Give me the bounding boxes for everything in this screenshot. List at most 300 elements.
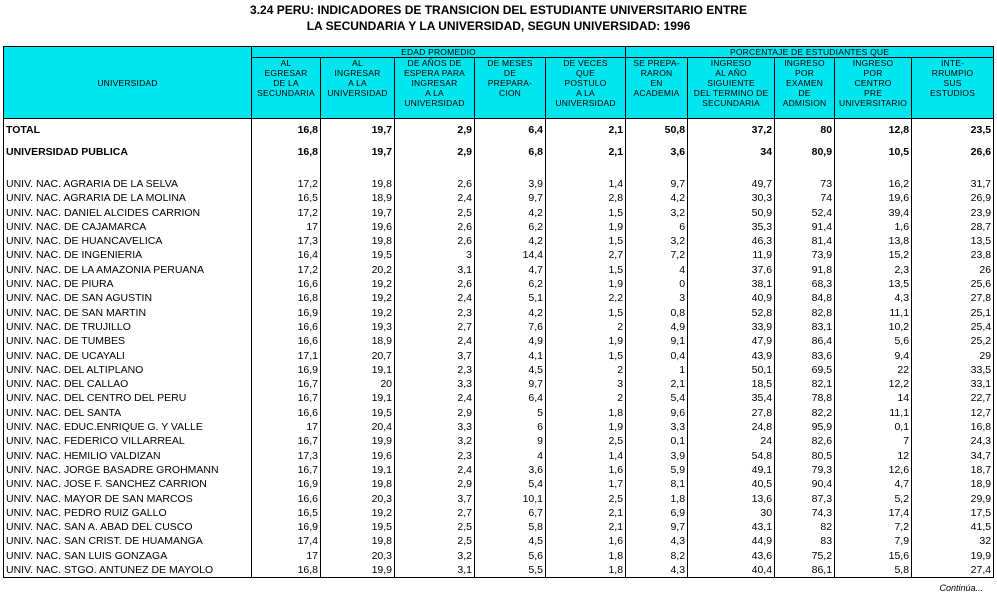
table-row	[4, 449, 994, 463]
column-header-line: CION	[498, 88, 522, 98]
table-cell: 19,9	[321, 434, 395, 448]
table-cell: 4,7	[475, 263, 546, 277]
table-cell: 1,5	[546, 263, 626, 277]
table-cell: 7	[835, 434, 912, 448]
table-cell: 82,6	[775, 434, 835, 448]
column-header-line: UNIVERSIDAD	[327, 88, 388, 98]
table-cell: 2,6	[395, 234, 475, 248]
empty-cell	[626, 163, 688, 177]
table-cell: 20,3	[321, 549, 395, 563]
university-name: UNIV. NAC. DE SAN AGUSTIN	[4, 291, 252, 305]
table-cell: 81,4	[775, 234, 835, 248]
university-name: UNIV. NAC. DE HUANCAVELICA	[4, 234, 252, 248]
table-cell: 5,2	[835, 492, 912, 506]
empty-cell	[688, 163, 775, 177]
table-cell: 52,4	[775, 206, 835, 220]
table-cell: 6,8	[475, 141, 546, 163]
table-row	[4, 377, 994, 391]
table-cell: 13,8	[835, 234, 912, 248]
table-row	[4, 563, 994, 578]
column-header-line: POR	[863, 68, 883, 78]
table-cell: 1,6	[835, 220, 912, 234]
university-name: UNIV. NAC. DE CAJAMARCA	[4, 220, 252, 234]
table-row	[4, 492, 994, 506]
column-header-line: POSTULO	[564, 78, 607, 88]
table-cell: 4,3	[626, 563, 688, 578]
column-header-line: DE VECES	[563, 58, 608, 68]
table-cell: 17,2	[252, 263, 321, 277]
table-cell: 5,6	[835, 334, 912, 348]
table-cell: 2,9	[395, 141, 475, 163]
table-cell: 2,6	[395, 277, 475, 291]
table-cell: 1,6	[546, 534, 626, 548]
table-cell: 19,6	[835, 191, 912, 205]
table-cell: 3,1	[395, 263, 475, 277]
table-cell: 17,1	[252, 349, 321, 363]
table-cell: 2,1	[626, 377, 688, 391]
column-header-line: CENTRO	[854, 78, 892, 88]
table-row	[4, 534, 994, 548]
university-name: UNIV. NAC. DE TRUJILLO	[4, 320, 252, 334]
table-cell: 26,9	[912, 191, 994, 205]
table-cell: 1,5	[546, 306, 626, 320]
column-header	[912, 58, 994, 119]
table-cell: 9	[475, 434, 546, 448]
university-name: UNIV. NAC. PEDRO RUIZ GALLO	[4, 506, 252, 520]
table-cell: 12,8	[835, 119, 912, 142]
table-cell: 8,2	[626, 549, 688, 563]
table-cell: 73,9	[775, 248, 835, 262]
table-cell: 75,2	[775, 549, 835, 563]
table-cell: 2,3	[395, 363, 475, 377]
table-row	[4, 263, 994, 277]
column-header-line: DE MESES	[487, 58, 533, 68]
table-cell: 1,4	[546, 177, 626, 191]
table-cell: 68,3	[775, 277, 835, 291]
table-cell: 0	[626, 277, 688, 291]
table-cell: 16,6	[252, 320, 321, 334]
table-cell: 82,1	[775, 377, 835, 391]
table-cell: 19,5	[321, 406, 395, 420]
table-cell: 17,4	[835, 506, 912, 520]
university-name: UNIV. NAC. SAN CRIST. DE HUAMANGA	[4, 534, 252, 548]
table-cell: 34,7	[912, 449, 994, 463]
table-cell: 74	[775, 191, 835, 205]
table-cell: 2,4	[395, 463, 475, 477]
university-name: TOTAL	[4, 119, 252, 142]
column-header-line: UNIVERSIDAD	[555, 98, 616, 108]
table-cell: 16,5	[252, 506, 321, 520]
table-cell: 1,9	[546, 277, 626, 291]
column-header-line: ADMISION	[782, 98, 827, 108]
university-name: UNIV. NAC. DANIEL ALCIDES CARRION	[4, 206, 252, 220]
table-cell: 5,5	[475, 563, 546, 578]
table-cell: 1,6	[546, 463, 626, 477]
table-row	[4, 391, 994, 405]
table-cell: 91,4	[775, 220, 835, 234]
table-cell: 78,8	[775, 391, 835, 405]
column-header-line: DE AÑOS DE	[407, 58, 462, 68]
table-cell: 69,5	[775, 363, 835, 377]
table-row	[4, 477, 994, 491]
table-row	[4, 191, 994, 205]
table-cell: 83,1	[775, 320, 835, 334]
table-cell: 4	[475, 449, 546, 463]
table-cell: 2,6	[395, 220, 475, 234]
table-cell: 2,5	[546, 492, 626, 506]
table-cell: 44,9	[688, 534, 775, 548]
table-cell: 7,2	[835, 520, 912, 534]
table-cell: 16,6	[252, 492, 321, 506]
table-cell: 82,2	[775, 406, 835, 420]
table-cell: 19,1	[321, 463, 395, 477]
table-cell: 4,2	[475, 306, 546, 320]
table-cell: 7,2	[626, 248, 688, 262]
table-cell: 10,1	[475, 492, 546, 506]
table-cell: 15,6	[835, 549, 912, 563]
table-row	[4, 248, 994, 262]
table-cell: 11,9	[688, 248, 775, 262]
table-cell: 17	[252, 549, 321, 563]
table-cell: 50,8	[626, 119, 688, 142]
university-name: UNIV. NAC. DE LA AMAZONIA PERUANA	[4, 263, 252, 277]
university-name: UNIV. NAC. HEMILIO VALDIZAN	[4, 449, 252, 463]
table-cell: 74,3	[775, 506, 835, 520]
column-header-line: INGRESO	[710, 58, 752, 68]
table-row	[4, 549, 994, 563]
table-cell: 2	[546, 391, 626, 405]
table-cell: 16,6	[252, 406, 321, 420]
table-cell: 19,1	[321, 391, 395, 405]
table-cell: 1,5	[546, 349, 626, 363]
table-row	[4, 206, 994, 220]
table-cell: 3	[546, 377, 626, 391]
table-cell: 0,1	[835, 420, 912, 434]
table-row	[4, 320, 994, 334]
table-cell: 6,4	[475, 119, 546, 142]
table-cell: 5,4	[626, 391, 688, 405]
table-cell: 3,2	[395, 434, 475, 448]
table-cell: 25,2	[912, 334, 994, 348]
table-cell: 0,8	[626, 306, 688, 320]
table-cell: 20,2	[321, 263, 395, 277]
table-cell: 27,8	[912, 291, 994, 305]
table-cell: 19,9	[912, 549, 994, 563]
table-cell: 80,9	[775, 141, 835, 163]
table-cell: 12,6	[835, 463, 912, 477]
table-cell: 80,5	[775, 449, 835, 463]
empty-cell	[475, 163, 546, 177]
table-cell: 2,1	[546, 506, 626, 520]
table-cell: 14	[835, 391, 912, 405]
column-header-line: INGRESO	[852, 58, 894, 68]
table-cell: 8,1	[626, 477, 688, 491]
university-name: UNIV. NAC. JOSE F. SANCHEZ CARRION	[4, 477, 252, 491]
table-cell: 19,1	[321, 363, 395, 377]
table-cell: 80	[775, 119, 835, 142]
table-cell: 12	[835, 449, 912, 463]
table-cell: 2,1	[546, 141, 626, 163]
table-cell: 23,9	[912, 206, 994, 220]
table-cell: 6	[475, 420, 546, 434]
table-cell: 73	[775, 177, 835, 191]
table-cell: 3,3	[395, 377, 475, 391]
table-cell: 16,2	[835, 177, 912, 191]
table-cell: 2,5	[395, 206, 475, 220]
university-name: UNIV. NAC. FEDERICO VILLARREAL	[4, 434, 252, 448]
table-cell: 19,2	[321, 291, 395, 305]
table-cell: 14,4	[475, 248, 546, 262]
table-cell: 19,7	[321, 141, 395, 163]
table-cell: 17	[252, 220, 321, 234]
table-row	[4, 141, 994, 163]
table-cell: 16,8	[912, 420, 994, 434]
column-header-line: PRE	[864, 88, 883, 98]
table-cell: 24	[688, 434, 775, 448]
table-cell: 37,6	[688, 263, 775, 277]
table-cell: 90,4	[775, 477, 835, 491]
table-row	[4, 506, 994, 520]
table-cell: 19,6	[321, 220, 395, 234]
table-cell: 16,9	[252, 306, 321, 320]
table-cell: 79,3	[775, 463, 835, 477]
column-header	[475, 58, 546, 119]
table-cell: 86,4	[775, 334, 835, 348]
table-cell: 18,9	[321, 334, 395, 348]
column-header-line: AL	[352, 58, 363, 68]
table-cell: 2,8	[546, 191, 626, 205]
table-row	[4, 177, 994, 191]
table-cell: 4	[626, 263, 688, 277]
table-cell: 22	[835, 363, 912, 377]
column-header-line: EN	[650, 78, 663, 88]
table-cell: 3,3	[626, 420, 688, 434]
table-cell: 41,5	[912, 520, 994, 534]
table-cell: 43,9	[688, 349, 775, 363]
table-cell: 54,8	[688, 449, 775, 463]
table-cell: 31,7	[912, 177, 994, 191]
table-cell: 82	[775, 520, 835, 534]
university-name: UNIV. NAC. DE PIURA	[4, 277, 252, 291]
table-cell: 4,3	[626, 534, 688, 548]
table-cell: 9,7	[475, 377, 546, 391]
table-cell: 4,2	[626, 191, 688, 205]
table-row	[4, 520, 994, 534]
empty-cell	[912, 163, 994, 177]
column-header-line: POR	[795, 68, 815, 78]
table-cell: 4,3	[835, 291, 912, 305]
table-cell: 18,5	[688, 377, 775, 391]
table-cell: 52,8	[688, 306, 775, 320]
table-cell: 33,5	[912, 363, 994, 377]
table-cell: 1,9	[546, 334, 626, 348]
column-header	[835, 58, 912, 119]
empty-cell	[775, 163, 835, 177]
table-cell: 38,1	[688, 277, 775, 291]
table-cell: 83,6	[775, 349, 835, 363]
table-cell: 4,5	[475, 534, 546, 548]
column-header-line: SE PREPA-	[633, 58, 680, 68]
table-cell: 87,3	[775, 492, 835, 506]
table-cell: 3,6	[475, 463, 546, 477]
table-cell: 12,7	[912, 406, 994, 420]
table-cell: 24,8	[688, 420, 775, 434]
table-cell: 19,2	[321, 306, 395, 320]
university-name: UNIV. NAC. AGRARIA DE LA SELVA	[4, 177, 252, 191]
table-cell: 5,8	[835, 563, 912, 578]
table-cell: 40,4	[688, 563, 775, 578]
table-cell: 84,8	[775, 291, 835, 305]
table-cell: 4,9	[475, 334, 546, 348]
empty-cell	[546, 163, 626, 177]
table-cell: 3,2	[395, 549, 475, 563]
table-cell: 1,8	[546, 563, 626, 578]
table-cell: 1	[626, 363, 688, 377]
table-cell: 20,4	[321, 420, 395, 434]
table-cell: 3,3	[395, 420, 475, 434]
table-cell: 4,7	[835, 477, 912, 491]
table-cell: 23,8	[912, 248, 994, 262]
table-cell: 95,9	[775, 420, 835, 434]
table-cell: 30	[688, 506, 775, 520]
table-cell: 5,1	[475, 291, 546, 305]
university-name: UNIV. NAC. MAYOR DE SAN MARCOS	[4, 492, 252, 506]
table-cell: 37,2	[688, 119, 775, 142]
table-cell: 16,8	[252, 141, 321, 163]
table-cell: 86,1	[775, 563, 835, 578]
table-cell: 6,9	[626, 506, 688, 520]
table-cell: 2,3	[395, 449, 475, 463]
column-header-line: ESPERA PARA	[403, 68, 466, 78]
table-cell: 17,5	[912, 506, 994, 520]
table-cell: 5,9	[626, 463, 688, 477]
table-header	[4, 47, 994, 119]
table-cell: 25,1	[912, 306, 994, 320]
table-cell: 49,7	[688, 177, 775, 191]
table-cell: 18,9	[912, 477, 994, 491]
table-cell: 17,3	[252, 234, 321, 248]
table-cell: 9,6	[626, 406, 688, 420]
column-header-line: UNIVERSIDAD	[404, 98, 465, 108]
table-cell: 16,4	[252, 248, 321, 262]
column-header	[395, 58, 475, 119]
table-cell: 43,1	[688, 520, 775, 534]
statistics-table	[3, 46, 994, 578]
column-header-line: SECUNDARIA	[702, 98, 760, 108]
table-cell: 6,2	[475, 277, 546, 291]
table-cell: 16,7	[252, 434, 321, 448]
column-header-line: DE	[503, 68, 517, 78]
table-cell: 2,1	[546, 119, 626, 142]
table-cell: 3,2	[626, 206, 688, 220]
empty-cell	[395, 163, 475, 177]
column-header-line: A LA	[576, 88, 595, 98]
university-name: UNIV. NAC. DE TUMBES	[4, 334, 252, 348]
table-row	[4, 363, 994, 377]
table-cell: 4,2	[475, 234, 546, 248]
table-row	[4, 234, 994, 248]
table-cell: 17,2	[252, 206, 321, 220]
table-cell: 33,9	[688, 320, 775, 334]
page-title-line-1: 3.24 PERU: INDICADORES DE TRANSICION DEL ESTUDIANTE UNIVERSITARIO ENTRE	[250, 3, 747, 17]
table-cell: 25,6	[912, 277, 994, 291]
column-header-line: SIGUIENTE	[707, 78, 755, 88]
table-cell: 4,2	[475, 206, 546, 220]
table-cell: 3	[626, 291, 688, 305]
table-cell: 40,9	[688, 291, 775, 305]
table-cell: 20,3	[321, 492, 395, 506]
table-cell: 13,6	[688, 492, 775, 506]
header-group-porcentaje: PORCENTAJE DE ESTUDIANTES QUE	[626, 47, 994, 58]
table-cell: 91,8	[775, 263, 835, 277]
table-cell: 13,5	[835, 277, 912, 291]
table-row	[4, 306, 994, 320]
table-cell: 3,9	[626, 449, 688, 463]
table-cell: 17,2	[252, 177, 321, 191]
table-cell: 19,8	[321, 177, 395, 191]
table-cell: 5,6	[475, 549, 546, 563]
column-header-line: RRUMPIO	[931, 68, 974, 78]
table-cell: 10,2	[835, 320, 912, 334]
column-header-line: DEL TERMINO DE	[693, 88, 769, 98]
university-name: UNIVERSIDAD PUBLICA	[4, 141, 252, 163]
table-cell: 2,4	[395, 391, 475, 405]
university-name: UNIV. NAC. DE UCAYALI	[4, 349, 252, 363]
table-cell: 27,4	[912, 563, 994, 578]
table-cell: 20,7	[321, 349, 395, 363]
table-cell: 34	[688, 141, 775, 163]
table-cell: 16,9	[252, 363, 321, 377]
table-cell: 11,1	[835, 306, 912, 320]
table-cell: 3,9	[475, 177, 546, 191]
table-cell: 43,6	[688, 549, 775, 563]
table-cell: 19,8	[321, 534, 395, 548]
empty-cell	[252, 163, 321, 177]
university-name: UNIV. NAC. SAN A. ABAD DEL CUSCO	[4, 520, 252, 534]
table-cell: 2,4	[395, 291, 475, 305]
column-header-line: SUS	[943, 78, 962, 88]
column-header-line: DE LA	[273, 78, 299, 88]
table-cell: 16,7	[252, 463, 321, 477]
column-header	[321, 58, 395, 119]
table-cell: 2,4	[395, 191, 475, 205]
table-cell: 27,8	[688, 406, 775, 420]
column-header-line: A LA	[348, 78, 367, 88]
table-cell: 35,4	[688, 391, 775, 405]
table-cell: 19,7	[321, 119, 395, 142]
table-cell: 50,9	[688, 206, 775, 220]
table-row	[4, 334, 994, 348]
table-cell: 9,7	[475, 191, 546, 205]
table-cell: 16,9	[252, 520, 321, 534]
table-cell: 2,3	[395, 306, 475, 320]
column-header-line: RARON	[640, 68, 673, 78]
table-cell: 2,6	[395, 177, 475, 191]
table-cell: 33,1	[912, 377, 994, 391]
university-name: UNIV. NAC. JORGE BASADRE GROHMANN	[4, 463, 252, 477]
table-cell: 2,7	[395, 320, 475, 334]
table-cell: 19,9	[321, 563, 395, 578]
table-cell: 3,1	[395, 563, 475, 578]
university-name: UNIV. NAC. DEL ALTIPLANO	[4, 363, 252, 377]
table-cell: 2,3	[835, 263, 912, 277]
table-cell: 19,8	[321, 477, 395, 491]
table-cell: 5,4	[475, 477, 546, 491]
university-name: UNIV. NAC. DEL CENTRO DEL PERU	[4, 391, 252, 405]
table-cell: 3	[395, 248, 475, 262]
university-name: UNIV. NAC. SAN LUIS GONZAGA	[4, 549, 252, 563]
table-cell: 83	[775, 534, 835, 548]
